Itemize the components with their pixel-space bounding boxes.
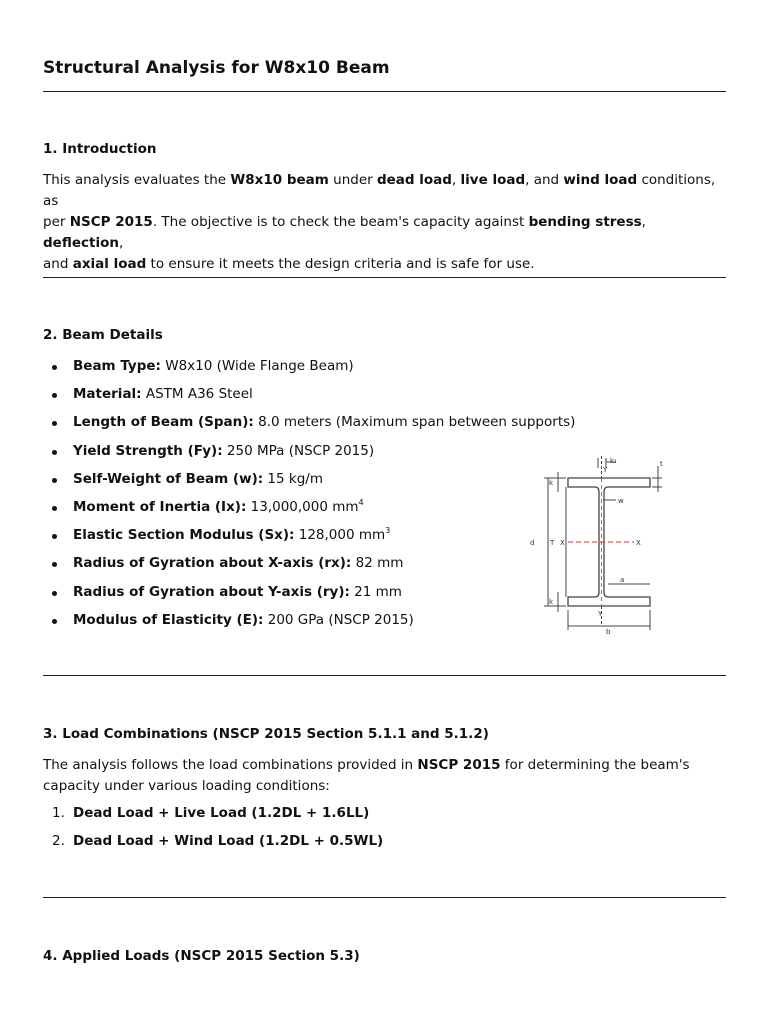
list-item: Self-Weight of Beam (w): 15 kg/m [43, 469, 575, 497]
load-combinations-line-2: capacity under various loading conditions: [43, 778, 330, 794]
label-x-left: X [560, 539, 565, 547]
section-heading-applied-loads: 4. Applied Loads (NSCP 2015 Section 5.3) [43, 948, 360, 964]
label-x-right: X [636, 539, 641, 547]
label-k1: k₁ [610, 457, 617, 465]
list-item: Beam Type: W8x10 (Wide Flange Beam) [43, 356, 575, 384]
intro-line-1: This analysis evaluates the W8x10 beam under dead load, live load, and wind load conditions, as [43, 172, 716, 209]
section-heading-beam-details: 2. Beam Details [43, 327, 163, 343]
divider [43, 897, 726, 898]
label-d: d [530, 539, 535, 547]
wide-flange-section-diagram [524, 454, 674, 636]
label-k-top: k [549, 479, 554, 487]
list-item: 1. Dead Load + Live Load (1.2DL + 1.6LL) [52, 805, 370, 821]
list-item: Moment of Inertia (Ix): 13,000,000 $mm^4$ [43, 497, 575, 525]
label-t: t [660, 460, 663, 468]
load-combinations-list [43, 803, 383, 859]
label-w: w [618, 497, 624, 505]
load-combinations-line-1: The analysis follows the load combinations provided in NSCP 2015 for determining the beam's [43, 757, 690, 773]
list-item: Length of Beam (Span): 8.0 meters (Maximum span between supports) [43, 412, 575, 440]
label-y-top: Y [603, 466, 608, 474]
load-combinations-paragraph [43, 755, 726, 797]
divider [43, 675, 726, 676]
label-k-bottom: k [549, 598, 554, 606]
label-b: b [606, 628, 611, 636]
intro-line-3: and axial load to ensure it meets the design criteria and is safe for use. [43, 256, 535, 272]
label-T: T [550, 539, 555, 547]
label-y-bottom: Y [598, 610, 603, 618]
list-item: Material: ASTM A36 Steel [43, 384, 575, 412]
divider [43, 277, 726, 278]
intro-paragraph [43, 170, 726, 275]
list-item: Elastic Section Modulus (Sx): 128,000 $mm^3$ [43, 525, 575, 553]
section-heading-introduction: 1. Introduction [43, 141, 157, 157]
list-item: Radius of Gyration about Y-axis (ry): 21 mm [43, 582, 575, 610]
label-a: a [620, 576, 625, 584]
section-heading-load-combinations: 3. Load Combinations (NSCP 2015 Section 5.1.1 and 5.1.2) [43, 726, 489, 742]
list-item: Yield Strength (Fy): 250 MPa (NSCP 2015) [43, 441, 575, 469]
list-item: Modulus of Elasticity (E): 200 GPa (NSCP 2015) [43, 610, 575, 638]
list-item: 2. Dead Load + Wind Load (1.2DL + 0.5WL) [52, 833, 384, 849]
list-item: Radius of Gyration about X-axis (rx): 82 mm [43, 553, 575, 581]
beam-details-list [43, 356, 575, 638]
page-title: Structural Analysis for W8x10 Beam [43, 58, 390, 78]
divider [43, 91, 726, 92]
intro-line-2: per NSCP 2015. The objective is to check the beam's capacity against bending stress, deflection, [43, 214, 646, 251]
